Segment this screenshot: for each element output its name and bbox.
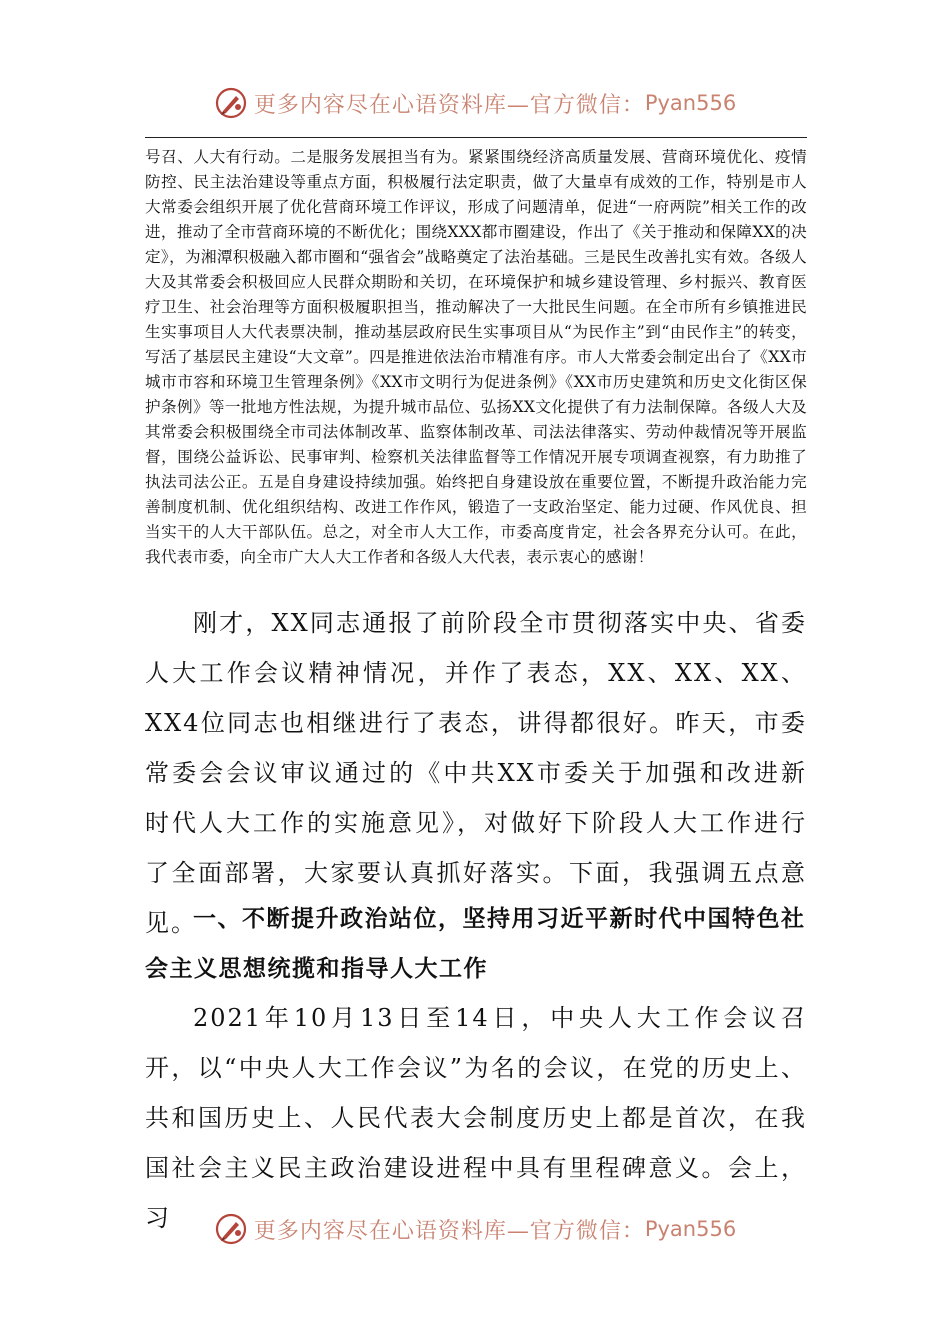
footer-watermark-banner — [0, 1209, 950, 1249]
body-paragraph-2: 2021年10月13日至14日，中央人大工作会议召开，以“中央人大工作会议”为名的会议，在党的历史上、共和国历史上、人民代表大会制度历史上都是首次，在我国社会主义民主政治建设进程中具有里程碑意义。会上，习 — [145, 1004, 807, 1232]
pen-logo-icon — [214, 1212, 248, 1246]
banner-text: 更多内容尽在心语资料库—官方微信： — [253, 1218, 645, 1244]
intro-paragraph: 号召、人大有行动。二是服务发展担当有为。紧紧围绕经济高质量发展、营商环境优化、疫情防控、民主法治建设等重点方面，积极履行法定职责，做了大量卓有成效的工作，特别是市人大常委会组织开展了优化营商环境工作评议，形成了问题清单，促进“一府两院”相关工作的改进，推动了全市营商环境的不断优化；围绕XXX都市圈建设，作出了《关于推动和保障XX的决定》，为湘潭积极融入都市圈和“强省会”战略奠定了法治基础。三是民生改善扎实有效。各级人大及其常委会积极回应人民群众期盼和关切，在环境保护和城乡建设管理、乡村振兴、教育医疗卫生、社会治理等方面积极履职担当，推动解决了一大批民生问题。在全市所有乡镇推进民生实事项目人大代表票决制，推动基层政府民生实事项目从“为民作主”到“由民作主”的转变，写活了基层民主建设“大文章”。四是推进依法治市精准有序。市人大常委会制定出台了《XX市城市市容和环境卫生管理条例》《XX市文明行为促进条例》《XX市历史建筑和历史文化街区保护条例》等一批地方性法规，为提升城市品位、弘扬XX文化提供了有力法制保障。各级人大及其常委会积极围绕全市司法体制改革、监察体制改革、司法法律落实、劳动仲裁情况等开展监督，围绕公益诉讼、民事审判、检察机关法律监督等工作情况开展专项调查视察，有力助推了执法司法公正。五是自身建设持续加强。始终把自身建设放在重要位置，不断提升政治能力完善制度机制、优化组织结构、改进工作作风，锻造了一支政治坚定、能力过硬、作风优良、担当实干的人大干部队伍。总之，对全市人大工作，市委高度肯定，社会各界充分认可。在此，我代表市委，向全市广大人大工作者和各级人大代表，表示衷心的感谢！ — [145, 148, 807, 566]
wechat-id: Pyan556 — [644, 1217, 737, 1241]
header-divider — [145, 137, 807, 138]
section-heading-1: 一、不断提升政治站位，坚持用习近平新时代中国特色社会主义思想统揽和指导人大工作 — [145, 906, 806, 982]
header-watermark-banner — [0, 83, 950, 123]
body-paragraph-1: 刚才，XX同志通报了前阶段全市贯彻落实中央、省委人大工作会议精神情况，并作了表态，XX、XX、XX、XX4位同志也相继进行了表态，讲得都很好。昨天，市委常委会会议审议通过的《中共XX市委关于加强和改进新时代人大工作的实施意见》，对做好下阶段人大工作进行了全面部署，大家要认真抓好落实。下面，我强调五点意见。 — [145, 609, 807, 937]
banner-text: 更多内容尽在心语资料库—官方微信： — [253, 92, 645, 118]
pen-logo-icon — [214, 86, 248, 120]
wechat-id: Pyan556 — [644, 91, 737, 115]
